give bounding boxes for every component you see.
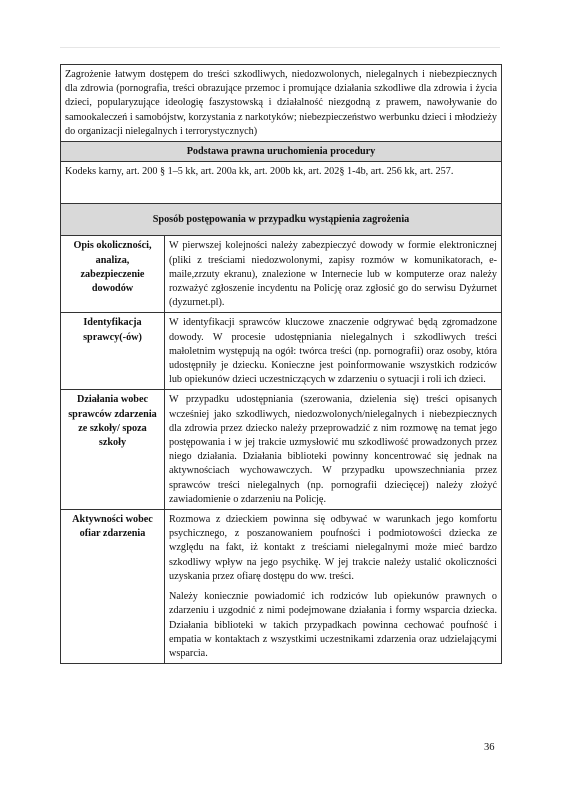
row-label-perpetrator-identification: Identyfikacja sprawcy(-ów)	[61, 313, 165, 390]
procedure-row	[61, 313, 502, 390]
legal-basis-heading: Podstawa prawna uruchomienia procedury	[61, 142, 502, 162]
paragraph: Należy koniecznie powiadomić ich rodziców lub opiekunów prawnych o zdarzeniu i uzgodnić z nimi podejmowane działania i formy wsparcia dziecka. Działania biblioteki w takich przypadkach powinna cechować poufność i empatia w kontaktach z wszystkimi uczestnikami zdarzenia oraz udzielającymi wsparcia.	[169, 591, 497, 659]
threat-row	[61, 65, 502, 142]
paragraph: W przypadku udostępniania (szerowania, dzielenia się) treści opisanych wcześniej jako szkodliwych, niedozwolonych/nielegalnych i niebezpiecznych dla zdrowia przez dziecko należy przeprowadzić z nim rozmowę na temat jego postępowania i w jej trakcie uzmysłowić mu szkodliwość prowadzonych przez niego działania. Działania biblioteki powinny koncentrować się jednak na aktywnościach wychowawczych. W przypadku upowszechniania przez sprawców treści nielegalnych (np. pornografii dziecięcej) należy złożyć zawiadomienie o zdarzeniu na Policję.	[169, 394, 497, 505]
paragraph: Rozmowa z dzieckiem powinna się odbywać w warunkach jego komfortu psychicznego, z poszanowaniem poufności i podmiotowości dziecka ze względu na fakt, iż kontakt z treściami nielegalnymi może mieć bardzo szkodliwy wpływ na jego psychikę. W jej trakcie należy ustalić okoliczności uzyskania przez ofiarę dostępu do ww. treści.	[169, 514, 497, 582]
row-label-perpetrator-actions: Działania wobec sprawców zdarzenia ze szkoły/ spoza szkoły	[61, 390, 165, 510]
threat-description: Zagrożenie łatwym dostępem do treści szkodliwych, niedozwolonych, nielegalnych i niebezpiecznych dla zdrowia (pornografia, treści obrazujące przemoc i promujące działania szkodliwe dla zdrowia i życia dzieci, popularyzujące ideologię faszystowską i działalność niezgodną z prawem, nawoływanie do samookaleczeń i samobójstw, korzystania z narkotyków; niebezpieczeństwo werbunku dzieci i młodzieży do organizacji nielegalnych i terrorystycznych)	[61, 65, 502, 142]
paragraph: W identyfikacji sprawców kluczowe znaczenie odgrywać będą zgromadzone dowody. W procesie udostępniania nielegalnych i szkodliwych treści małoletnim występują na ogół: twórca treści (np. pornografii) oraz osoby, która udostępniły je dziecku. Konieczne jest poinformowanie wszystkich rodziców lub opiekunów dzieci uczestniczących w zdarzeniu o sytuacji i roli ich dzieci.	[169, 317, 497, 386]
legal-basis-heading-row	[61, 142, 502, 162]
procedure-row	[61, 236, 502, 313]
row-text-victim-activities	[165, 510, 502, 664]
row-text-evidence	[165, 236, 502, 313]
procedure-row	[61, 510, 502, 664]
row-label-evidence: Opis okoliczności, analiza, zabezpieczenie dowodów	[61, 236, 165, 313]
procedure-heading: Sposób postępowania w przypadku wystąpienia zagrożenia	[61, 204, 502, 236]
procedure-row	[61, 390, 502, 510]
row-text-perpetrator-identification	[165, 313, 502, 390]
row-text-perpetrator-actions	[165, 390, 502, 510]
procedure-table	[60, 64, 502, 664]
page-top-rule	[60, 47, 500, 48]
row-label-victim-activities: Aktywności wobec ofiar zdarzenia	[61, 510, 165, 664]
legal-basis-row	[61, 162, 502, 204]
page-number: 36	[484, 742, 495, 753]
paragraph: W pierwszej kolejności należy zabezpieczyć dowody w formie elektronicznej (pliki z treściami niedozwolonymi, zapisy rozmów w komunikatorach, e-maile,zrzuty ekranu), znalezione w Internecie lub w komputerze oraz należy rozważyć zgłoszenie incydentu na Policję oraz zgłosić go do serwisu Dyżurnet (dyzurnet.pl).	[169, 240, 497, 309]
legal-basis-text: Kodeks karny, art. 200 § 1–5 kk, art. 200a kk, art. 200b kk, art. 202§ 1-4b, art. 256 kk, art. 257.	[61, 162, 502, 204]
procedure-heading-row	[61, 204, 502, 236]
